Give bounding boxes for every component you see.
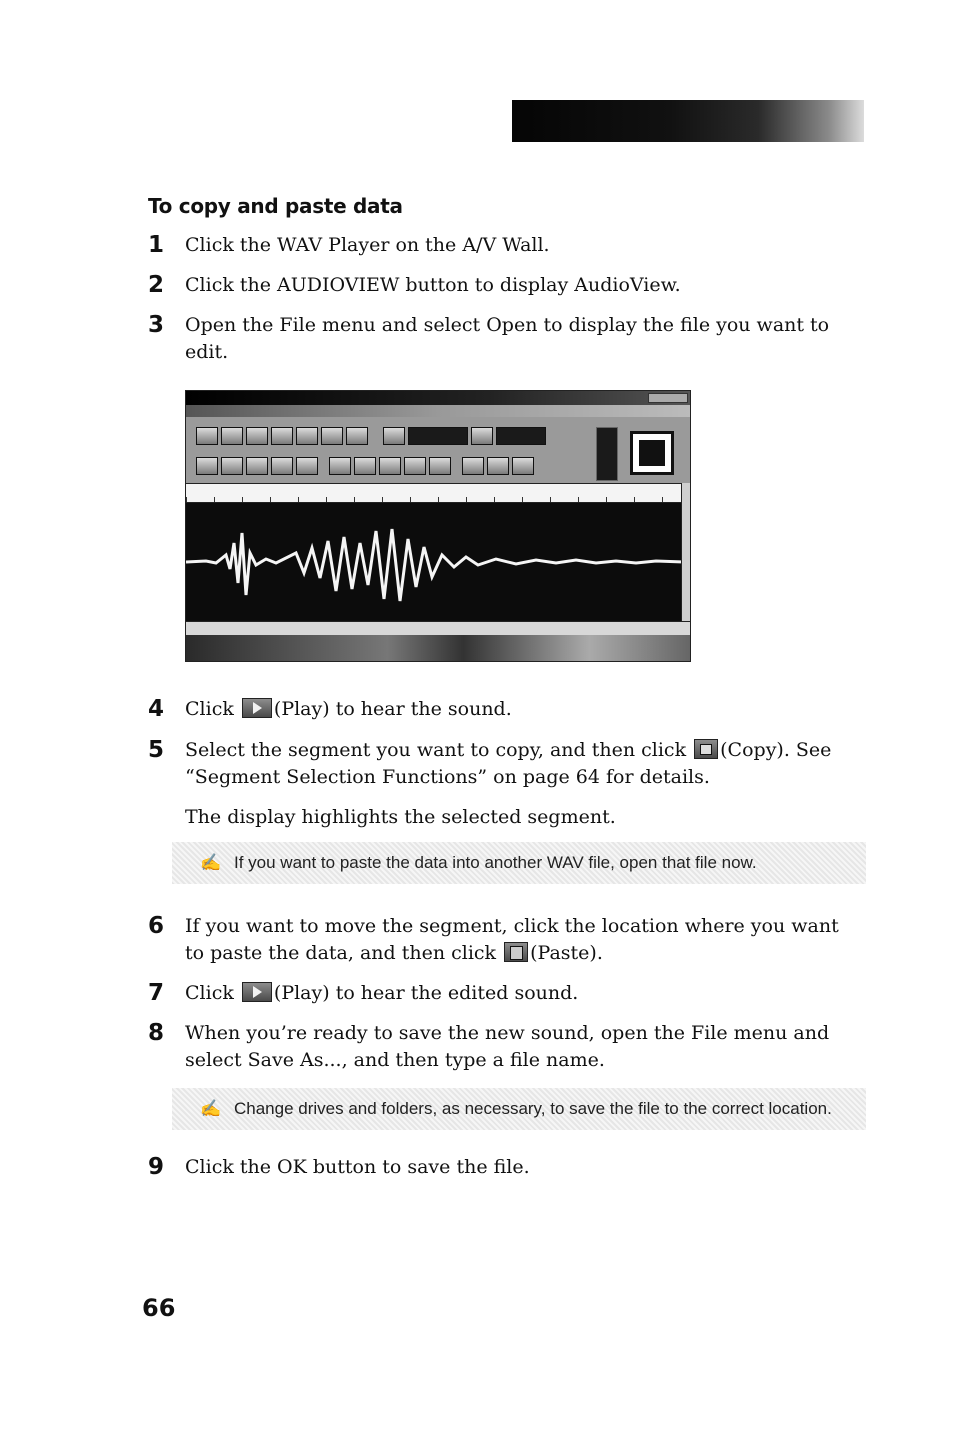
stop-square-icon <box>630 431 674 475</box>
paragraph: The display highlights the selected segment. <box>185 806 616 828</box>
step-text: (Play) to hear the edited sound. <box>273 982 579 1004</box>
screenshot-toolbar-1 <box>186 423 616 449</box>
step-number: 1 <box>148 232 165 258</box>
step-number: 3 <box>148 312 165 338</box>
hand-writing-icon: ✍ <box>200 1099 222 1118</box>
copy-icon <box>694 739 718 759</box>
toolbar-button <box>296 457 318 475</box>
toolbar-button <box>487 457 509 475</box>
play-icon <box>242 698 272 718</box>
note-text: If you want to paste the data into another WAV file, open that file now. <box>234 853 757 872</box>
step-6 <box>148 913 848 967</box>
step-7 <box>148 980 848 1007</box>
step-8 <box>148 1020 848 1074</box>
section-title: To copy and paste data <box>148 194 403 218</box>
step-number: 4 <box>148 696 165 722</box>
step-number: 8 <box>148 1020 165 1046</box>
level-meter-icon <box>596 427 618 481</box>
step-text: When you’re ready to save the new sound, open the File menu and select Save As..., and then type a file name. <box>185 1022 830 1071</box>
step-5 <box>148 737 848 791</box>
step-text: Click <box>185 982 234 1004</box>
toolbar-button <box>379 457 401 475</box>
step-number: 7 <box>148 980 165 1006</box>
toolbar-display <box>496 427 546 445</box>
screenshot-toolbar-2 <box>186 453 616 479</box>
step-number: 6 <box>148 913 165 939</box>
step-1 <box>148 232 848 259</box>
step-2 <box>148 272 848 299</box>
step-3 <box>148 312 848 366</box>
step-text: If you want to move the segment, click the location where you want to paste the data, and then click <box>185 915 839 964</box>
toolbar-button <box>196 427 218 445</box>
toolbar-button <box>471 427 493 445</box>
step-text: Click the OK button to save the file. <box>185 1156 530 1178</box>
toolbar-button <box>221 457 243 475</box>
toolbar-button <box>429 457 451 475</box>
vertical-scrollbar <box>681 483 690 621</box>
toolbar-button <box>354 457 376 475</box>
toolbar-button <box>383 427 405 445</box>
toolbar-button <box>329 457 351 475</box>
step-text: Open the File menu and select Open to display the file you want to edit. <box>185 314 830 363</box>
step-text: (Paste). <box>530 942 603 964</box>
toolbar-button <box>321 427 343 445</box>
audioview-screenshot <box>185 390 691 662</box>
step-number: 5 <box>148 737 165 763</box>
note-2 <box>172 1088 866 1130</box>
waveform-display <box>186 503 684 621</box>
note-1 <box>172 842 866 884</box>
toolbar-button <box>246 427 268 445</box>
toolbar-display <box>408 427 468 445</box>
play-icon <box>242 982 272 1002</box>
toolbar-button <box>512 457 534 475</box>
page-number: 66 <box>142 1294 176 1322</box>
toolbar-button <box>296 427 318 445</box>
timeline-ruler <box>186 483 690 503</box>
toolbar-button <box>346 427 368 445</box>
step-text: (Copy). See “Segment Selection Functions” on page 64 for details. <box>185 739 832 788</box>
step-text: (Play) to hear the sound. <box>273 698 512 720</box>
screenshot-title-bar <box>186 391 690 405</box>
note-text: Change drives and folders, as necessary, to save the file to the correct location. <box>234 1099 832 1118</box>
window-buttons-icon <box>648 393 688 403</box>
step-text: Click <box>185 698 234 720</box>
toolbar-button <box>271 427 293 445</box>
horizontal-scrollbar <box>186 621 690 635</box>
step-number: 9 <box>148 1154 165 1180</box>
toolbar-button <box>271 457 293 475</box>
screenshot-menu-bar <box>186 405 690 417</box>
toolbar-button <box>246 457 268 475</box>
paste-icon <box>504 942 528 962</box>
header-bar <box>512 100 864 142</box>
toolbar-button <box>196 457 218 475</box>
step-9 <box>148 1154 848 1181</box>
hand-writing-icon: ✍ <box>200 853 222 872</box>
step-text: Click the AUDIOVIEW button to display AudioView. <box>185 274 681 296</box>
step-number: 2 <box>148 272 165 298</box>
step-4 <box>148 696 848 723</box>
screenshot-status-bar <box>186 635 690 662</box>
toolbar-button <box>404 457 426 475</box>
step-text: Select the segment you want to copy, and then click <box>185 739 687 761</box>
step-text: Click the WAV Player on the A/V Wall. <box>185 234 550 256</box>
toolbar-button <box>221 427 243 445</box>
toolbar-button <box>462 457 484 475</box>
